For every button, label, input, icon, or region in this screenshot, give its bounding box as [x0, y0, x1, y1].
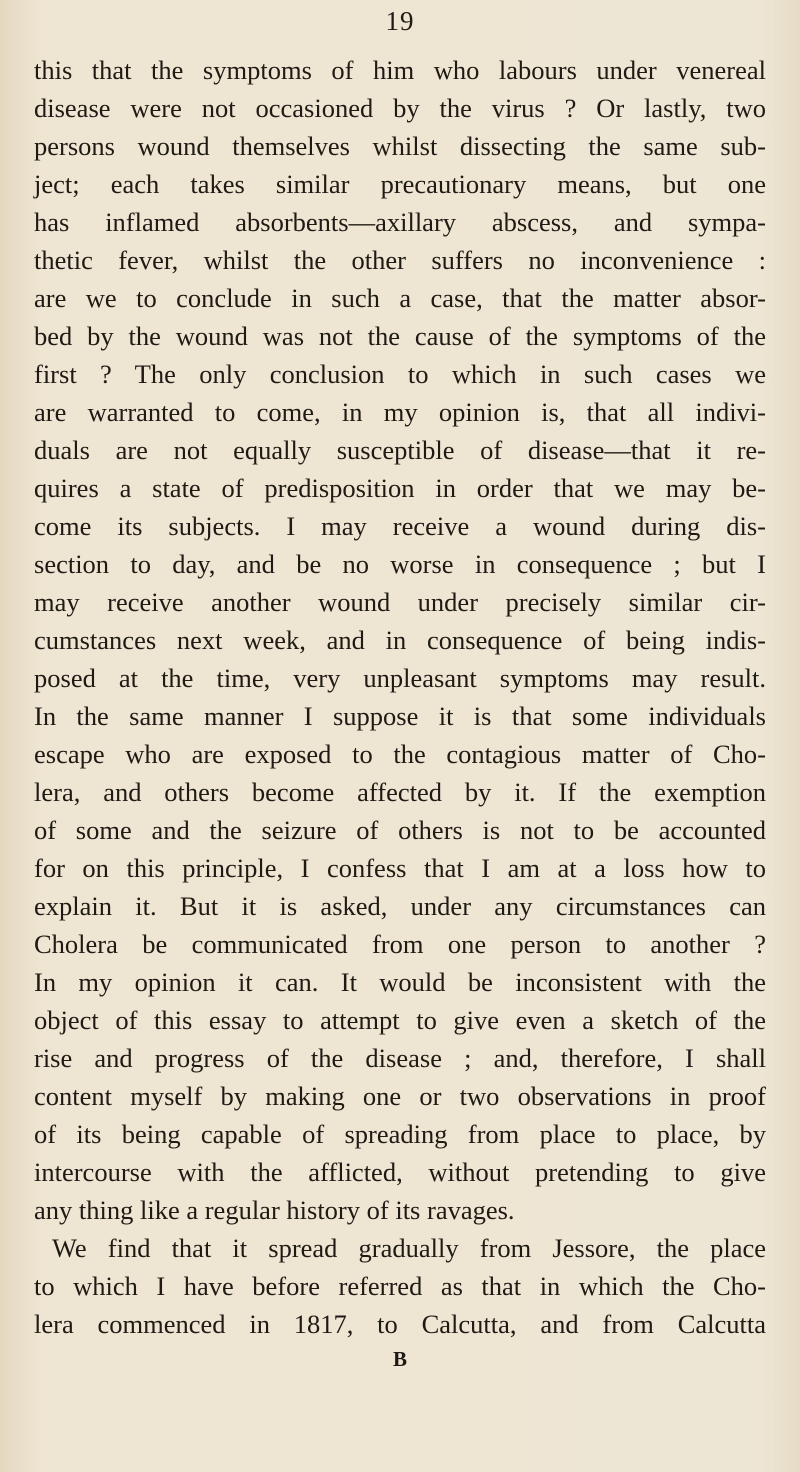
text-line: to which I have before referred as that in which the Cho-	[34, 1271, 766, 1301]
text-line: may receive another wound under precisely similar cir-	[34, 587, 766, 617]
text-line: of some and the seizure of others is not to be accounted	[34, 815, 766, 845]
text-line: any thing like a regular history of its ravages.	[34, 1195, 515, 1225]
page-number: 19	[385, 6, 415, 36]
text-line: are we to conclude in such a case, that the matter absor-	[34, 283, 766, 313]
text-line: disease were not occasioned by the virus ? Or lastly, two	[34, 93, 766, 123]
text-line: for on this principle, I confess that I am at a loss how to	[34, 853, 766, 883]
text-line: of its being capable of spreading from place to place, by	[34, 1119, 766, 1149]
text-line: rise and progress of the disease ; and, therefore, I shall	[34, 1043, 766, 1073]
text-line: We find that it spread gradually from Jessore, the place	[52, 1233, 766, 1263]
text-line: duals are not equally susceptible of disease—that it re-	[34, 435, 766, 465]
text-line: quires a state of predisposition in order that we may be-	[34, 473, 766, 503]
text-line: explain it. But it is asked, under any circumstances can	[34, 891, 766, 921]
text-line: thetic fever, whilst the other suffers no inconvenience :	[34, 245, 766, 275]
text-line: content myself by making one or two observations in proof	[34, 1081, 766, 1111]
text-line: bed by the wound was not the cause of the symptoms of the	[34, 321, 766, 351]
text-line: Cholera be communicated from one person to another ?	[34, 929, 766, 959]
text-line: In the same manner I suppose it is that some individuals	[34, 701, 766, 731]
text-line: are warranted to come, in my opinion is, that all indivi-	[34, 397, 766, 427]
text-line: come its subjects. I may receive a wound during dis-	[34, 511, 766, 541]
text-line: lera commenced in 1817, to Calcutta, and from Calcutta	[34, 1309, 766, 1339]
text-line: object of this essay to attempt to give even a sketch of the	[34, 1005, 766, 1035]
text-line: In my opinion it can. It would be inconsistent with the	[34, 967, 766, 997]
text-line: lera, and others become affected by it. If the exemption	[34, 777, 766, 807]
text-line: ject; each takes similar precautionary means, but one	[34, 169, 766, 199]
text-line: posed at the time, very unpleasant symptoms may result.	[34, 663, 766, 693]
text-line: cumstances next week, and in consequence of being indis-	[34, 625, 766, 655]
text-line: escape who are exposed to the contagious matter of Cho-	[34, 739, 766, 769]
text-line: section to day, and be no worse in consequence ; but I	[34, 549, 766, 579]
text-line: intercourse with the afflicted, without pretending to give	[34, 1157, 766, 1187]
text-line: this that the symptoms of him who labours under venereal	[34, 55, 766, 85]
signature-mark: B	[392, 1347, 407, 1371]
text-line: persons wound themselves whilst dissecting the same sub-	[34, 131, 766, 161]
text-line: first ? The only conclusion to which in such cases we	[34, 359, 766, 389]
text-line: has inflamed absorbents—axillary abscess, and sympa-	[34, 207, 766, 237]
